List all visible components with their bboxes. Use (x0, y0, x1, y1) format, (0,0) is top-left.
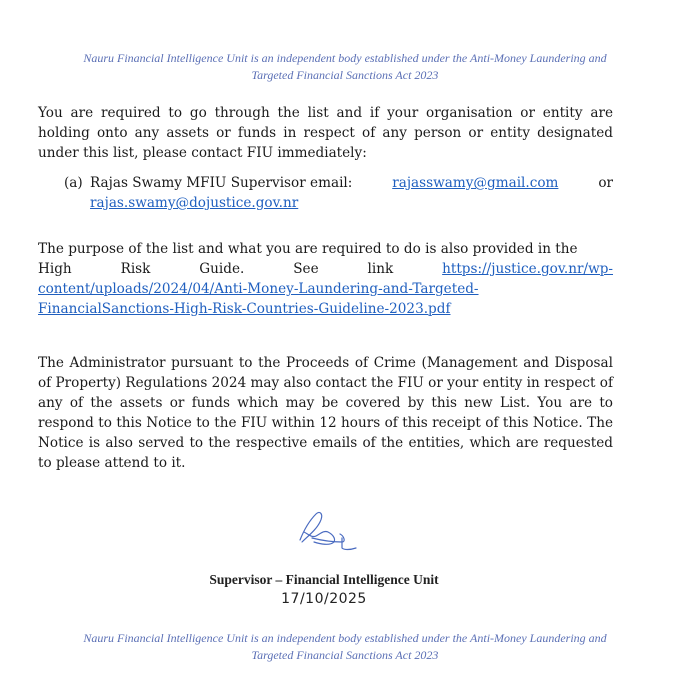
header-note-line-2: Targeted Financial Sanctions Act 2023 (251, 68, 439, 82)
header-note-line-1: Nauru Financial Intelligence Unit is an independent body established under the Anti-Money Laundering and (83, 51, 607, 65)
contact-line (90, 173, 613, 193)
signatory-title: Supervisor – Financial Intelligence Unit (209, 572, 439, 587)
guide-line-1: The purpose of the list and what you are required to do is also provided in the (38, 241, 578, 257)
word-risk: Risk (120, 261, 151, 277)
footer-note-line-2: Targeted Financial Sanctions Act 2023 (251, 648, 439, 662)
email-link-dojustice[interactable]: rajas.swamy@dojustice.gov.nr (90, 195, 299, 211)
or-text: or (598, 175, 613, 191)
word-guide: Guide. (199, 261, 245, 277)
signature-date: 17/10/2025 (281, 591, 367, 607)
footer-note-line-1: Nauru Financial Intelligence Unit is an independent body established under the Anti-Money Laundering and (83, 631, 607, 645)
guide-paragraph (38, 239, 613, 319)
contact-name-text: Rajas Swamy MFIU Supervisor email: (90, 175, 353, 191)
instruction-paragraph: You are required to go through the list and if your organisation or entity are holding onto any assets or funds in respect of any person or entity designated under this list, please contact FIU immediately: (38, 105, 613, 161)
contact-list-item (64, 173, 613, 213)
list-marker: (a) (64, 175, 83, 191)
guide-line-2 (38, 259, 613, 279)
word-link: link (367, 261, 394, 277)
administrator-paragraph: The Administrator pursuant to the Proceeds of Crime (Management and Disposal of Property) Regulations 2024 may also contact the FIU or your entity in respect of any of the assets or funds which may be covered by this new List. You are to respond to this Notice to the FIU within 12 hours of this receipt of this Notice. The Notice is also served to the respective emails of the entities, which are requested to please attend to it. (38, 355, 613, 471)
contact-details (90, 173, 613, 213)
guide-link-part-3[interactable]: FinancialSanctions-High-Risk-Countries-Guideline-2023.pdf (38, 301, 451, 317)
footer-note (30, 630, 660, 664)
guide-link-part-2[interactable]: content/uploads/2024/04/Anti-Money-Laundering-and-Targeted- (38, 281, 479, 297)
guide-link-part-1[interactable]: https://justice.gov.nr/wp- (442, 261, 613, 277)
header-note (30, 50, 660, 84)
word-see: See (293, 261, 319, 277)
signature-icon (290, 508, 360, 558)
word-high: High (38, 261, 72, 277)
email-link-gmail[interactable]: rajasswamy@gmail.com (392, 175, 559, 191)
